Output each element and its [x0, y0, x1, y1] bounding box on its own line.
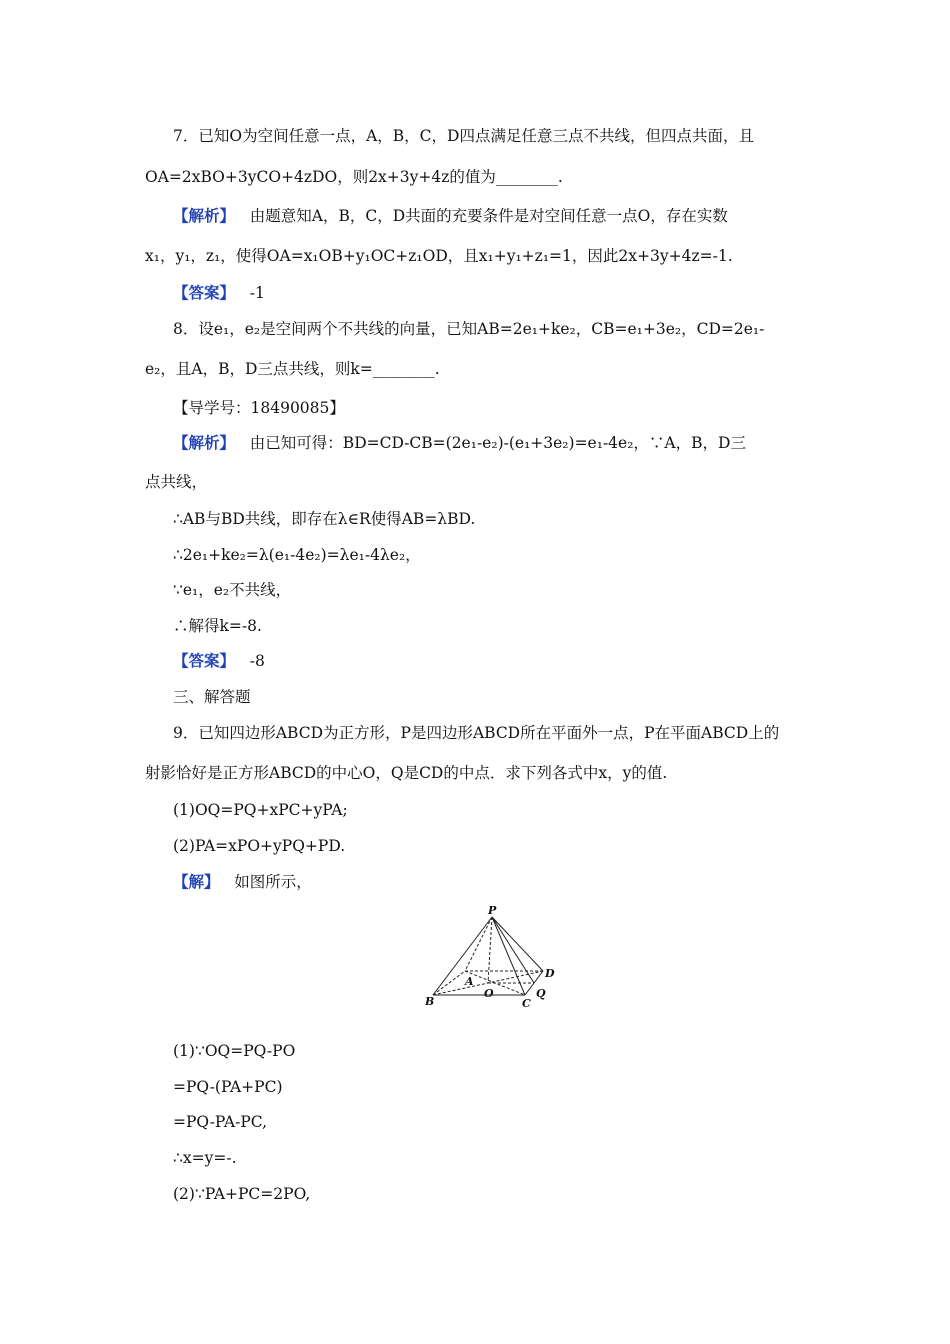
q9-line-1: 9．已知四边形ABCD为正方形，P是四边形ABCD所在平面外一点，P在平面ABCD上的	[173, 724, 780, 742]
q8-answer-value: -8	[249, 652, 265, 670]
answer-tag: 【答案】	[173, 283, 236, 302]
q9-solution	[173, 871, 312, 893]
analysis-tag: 【解析】	[173, 433, 236, 452]
solution-tag: 【解】	[173, 872, 220, 891]
label-c: C	[522, 997, 531, 1010]
q9-solution-step-2: =PQ-(PA+PC)	[173, 1078, 283, 1096]
answer-tag: 【答案】	[173, 651, 236, 670]
q9-part-1: (1)OQ=PQ+xPC+yPA;	[173, 801, 348, 819]
q7-analysis	[173, 205, 728, 227]
q9-solution-step-5: (2)∵PA+PC=2PO,	[173, 1185, 311, 1203]
q8-line-2: e₂，且A，B，D三点共线，则k=________.	[145, 360, 440, 378]
edge-po	[488, 917, 492, 983]
q8-step-1: ∴AB与BD共线，即存在λ∈R使得AB=λBD.	[173, 510, 476, 528]
q8-analysis-line-2: 点共线，	[145, 473, 208, 491]
section-heading: 三、解答题	[173, 688, 251, 706]
q9-line-2: 射影恰好是正方形ABCD的中心O，Q是CD的中点．求下列各式中x，y的值.	[145, 764, 668, 782]
label-p: P	[488, 904, 497, 917]
q8-analysis	[173, 432, 746, 454]
q9-solution-step-4: ∴x=y=-.	[173, 1149, 237, 1167]
edge-pd	[492, 917, 543, 971]
label-a: A	[465, 975, 474, 988]
q9-solution-step-3: =PQ-PA-PC,	[173, 1113, 268, 1131]
label-o: O	[484, 987, 494, 1000]
q8-analysis-text: 由已知可得：BD=CD-CB=(2e₁-e₂)-(e₁+3e₂)=e₁-4e₂，∵A，B，D三	[249, 434, 746, 452]
pyramid-figure	[425, 903, 565, 1013]
edge-pq	[492, 917, 534, 983]
analysis-tag: 【解析】	[173, 206, 236, 225]
q7-line-2: OA=2xBO+3yCO+4zDO，则2x+3y+4z的值为________.	[145, 168, 563, 186]
label-d: D	[545, 967, 555, 980]
q9-part-2: (2)PA=xPO+yPQ+PD.	[173, 837, 346, 855]
q7-answer	[173, 282, 265, 304]
q8-step-4: ∴解得k=-8.	[173, 617, 262, 635]
q8-line-1: 8．设e₁，e₂是空间两个不共线的向量，已知AB=2e₁+ke₂，CB=e₁+3e₂，CD=2e₁-	[173, 320, 765, 338]
q8-guide-number: 【导学号：18490085】	[173, 399, 345, 417]
label-b: B	[425, 995, 435, 1008]
q7-analysis-text: 由题意知A，B，C，D共面的充要条件是对空间任意一点O，存在实数	[249, 207, 728, 225]
q7-analysis-line-2: x₁，y₁，z₁，使得OA=x₁OB+y₁OC+z₁OD，且x₁+y₁+z₁=1，因此2x+3y+4z=-1.	[145, 247, 733, 265]
q7-line-1: 7．已知O为空间任意一点，A，B，C，D四点满足任意三点不共线，但四点共面，且	[173, 127, 754, 145]
q8-step-3: ∵e₁，e₂不共线，	[173, 581, 292, 599]
label-q: Q	[536, 987, 546, 1000]
q8-answer	[173, 650, 265, 672]
q7-answer-value: -1	[249, 284, 265, 302]
q9-solution-step-1: (1)∵OQ=PQ-PO	[173, 1042, 296, 1060]
q8-step-2: ∴2e₁+ke₂=λ(e₁-4e₂)=λe₁-4λe₂，	[173, 546, 421, 564]
edge-pb	[433, 917, 492, 995]
edge-pa	[465, 917, 492, 971]
q9-solution-intro: 如图所示，	[234, 873, 312, 891]
